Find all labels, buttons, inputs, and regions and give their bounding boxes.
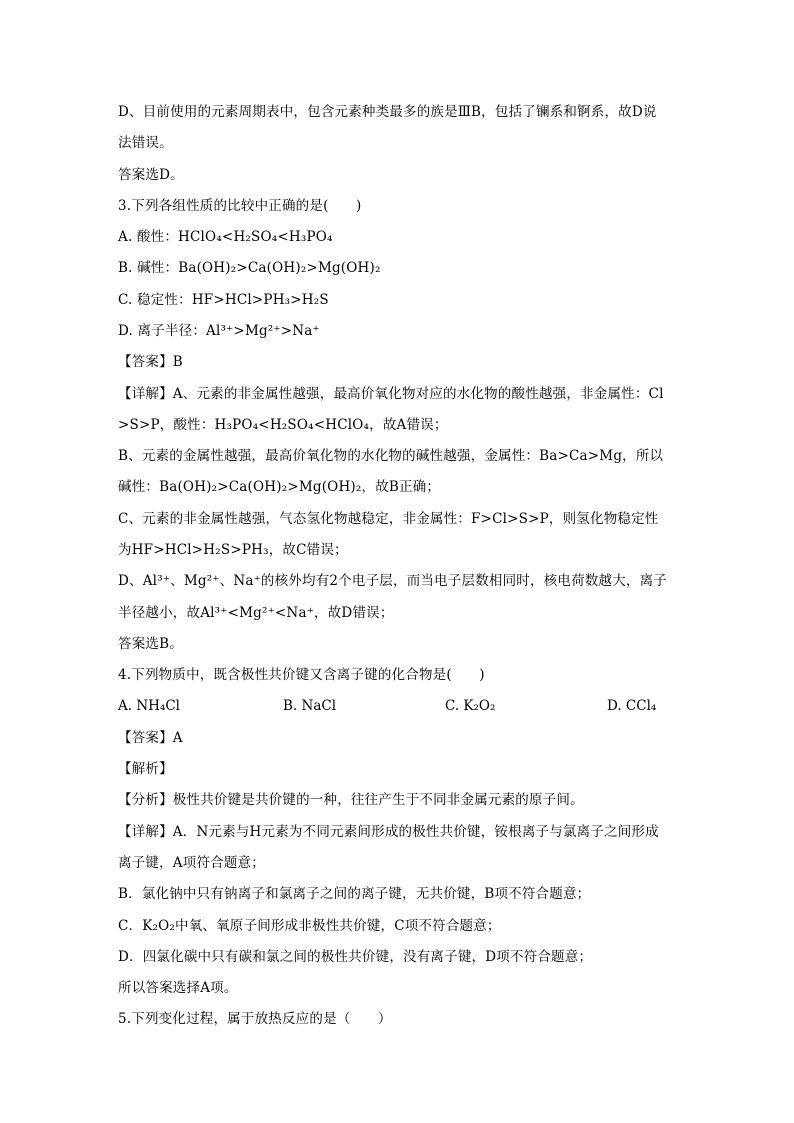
q3-option-b: B. 碱性：Ba(OH)₂>Ca(OH)₂>Mg(OH)₂ — [118, 260, 381, 276]
q4-final-answer: 所以答案选择A项。 — [118, 980, 238, 996]
q3-detail-c-cont: 为HF>HCl>H₂S>PH₃，故C错误； — [118, 542, 348, 558]
answer-line-q2: 答案选D。 — [118, 167, 184, 183]
q4-detail-b: B．氯化钠中只有钠离子和氯离子之间的离子键，无共价键，B项不符合题意； — [118, 886, 591, 902]
q4-option-b: B. NaCl — [283, 698, 337, 714]
q3-detail-c: C、元素的非金属性越强，气态氢化物越稳定，非金属性：F>Cl>S>P，则氢化物稳定性 — [118, 511, 659, 527]
q3-detail-a: 【详解】A、元素的非金属性越强，最高价氧化物对应的水化物的酸性越强，非金属性：Cl — [118, 386, 664, 402]
question-5: 5.下列变化过程，属于放热反应的是（ ） — [118, 1011, 392, 1027]
q4-analysis-heading: 【解析】 — [118, 761, 173, 777]
question-4: 4.下列物质中，既含极性共价键又含离子键的化合物是( ) — [118, 667, 485, 683]
q3-detail-b-cont: 碱性：Ba(OH)₂>Ca(OH)₂>Mg(OH)₂，故B正确； — [118, 479, 441, 495]
paragraph-d-explanation: D、目前使用的元素周期表中，包含元素种类最多的族是ⅢB，包括了镧系和锕系，故D说 — [118, 104, 657, 120]
q4-detail-a: 【详解】A．N元素与H元素为不同元素间形成的极性共价键，铵根离子与氯离子之间形成 — [118, 824, 659, 840]
q3-detail-d: D、Al³⁺、Mg²⁺、Na⁺的核外均有2个电子层，而当电子层数相同时，核电荷数越大，离子 — [118, 573, 668, 589]
q3-option-a: A. 酸性：HClO₄<H₂SO₄<H₃PO₄ — [118, 229, 333, 245]
q3-detail-d-cont: 半径越小，故Al³⁺<Mg²⁺<Na⁺，故D错误； — [118, 605, 394, 621]
q3-detail-b: B、元素的金属性越强，最高价氧化物的水化物的碱性越强，金属性：Ba>Ca>Mg，所以 — [118, 448, 664, 464]
q3-option-d: D. 离子半径：Al³⁺>Mg²⁺>Na⁺ — [118, 323, 320, 339]
q4-option-a: A. NH₄Cl — [118, 698, 180, 714]
q4-analysis: 【分析】极性共价键是共价键的一种，往往产生于不同非金属元素的原子间。 — [118, 792, 584, 808]
q4-detail-a-cont: 离子键，A项符合题意； — [118, 855, 265, 871]
q3-detail-a-cont: >S>P，酸性：H₃PO₄<H₂SO₄<HClO₄，故A错误； — [118, 417, 448, 433]
question-3: 3.下列各组性质的比较中正确的是( ) — [118, 198, 362, 214]
q3-option-c: C. 稳定性：HF>HCl>PH₃>H₂S — [118, 292, 329, 308]
q4-answer: 【答案】A — [118, 730, 183, 746]
q4-option-d: D. CCl₄ — [607, 698, 657, 714]
q4-option-c: C. K₂O₂ — [445, 698, 496, 714]
paragraph-d-explanation-cont: 法错误。 — [118, 135, 173, 151]
q3-final-answer: 答案选B。 — [118, 636, 183, 652]
q4-detail-d: D．四氯化碳中只有碳和氯之间的极性共价键，没有离子键，D项不符合题意； — [118, 949, 593, 965]
q3-answer: 【答案】B — [118, 354, 183, 370]
q4-detail-c: C．K₂O₂中氧、氧原子间形成非极性共价键，C项不符合题意； — [118, 918, 501, 934]
